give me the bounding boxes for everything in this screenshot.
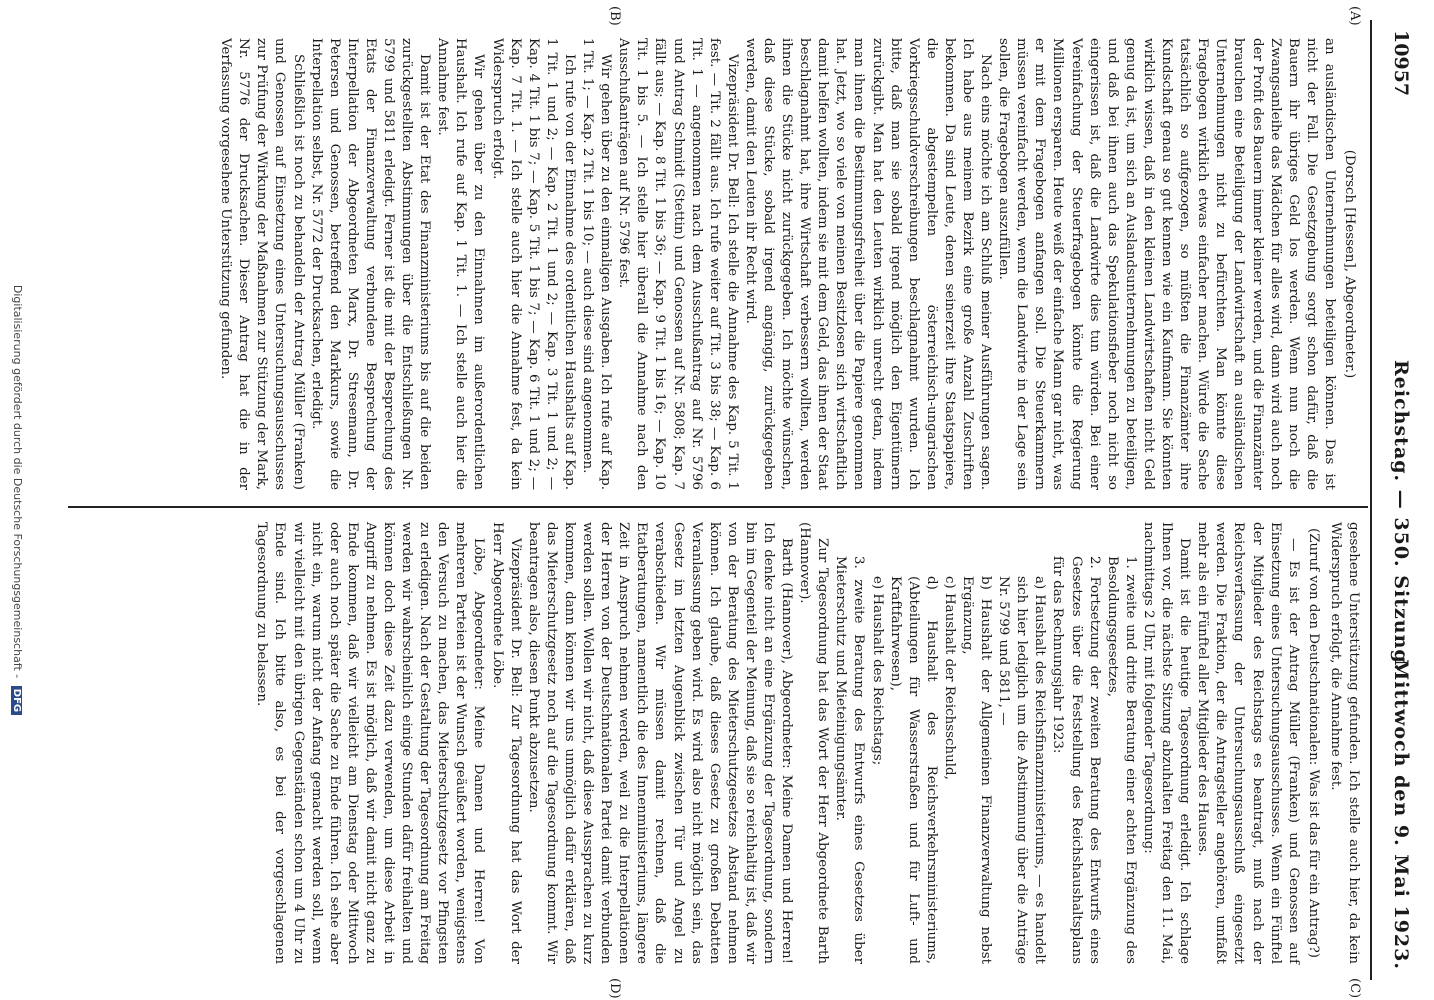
paragraph: Ich rufe von der Einnahme des ordentlichen Haushalts auf Kap. 1 Tit. 1 und 2; — Kap. 2 Tit. 1 und 2; — Kap. 3 Tit. 1 und 2; — Kap. 4 Tit. 1 bis 7; — Kap. 5 Tit. 1 bis 7; — Kap. 6 Tit. 1 und 2; — Kap. 7 Tit. 1. — Ich stelle auch hier die Annahme fest, da kein Widerspruch erfolgt. bbox=[489, 38, 577, 490]
paragraph: Damit ist die heutige Tagesordnung erledigt. Ich schlage Ihnen vor, die nächste Sitzung abzuhalten Freitag den 11. Mai, nachmittags 2 Uhr, mit folgender Tagesordnung: bbox=[1140, 522, 1193, 964]
margin-marker-b: (B) bbox=[607, 6, 622, 26]
paragraph: Zur Tagesordnung hat das Wort der Herr Abgeordnete Barth (Hannover). bbox=[797, 522, 831, 964]
paragraph: Löbe, Abgeordneter: Meine Damen und Herren! Von mehreren Parteien ist der Wunsch geäußert worden, wenigstens den Versuch zu machen, das Mieterschutzgesetz vor Pfingsten zu erledigen. Nach der Gestaltung der Tagesordnung am Freitag werden wir wahrscheinlich einige Stunden dafür freihalten und können doch diese Zeit dazu verwenden, um diese Arbeit in Angriff zu nehmen. Es ist möglich, daß wir damit nicht ganz zu Ende kommen, daß wir vielleicht am Dienstag oder Mittwoch oder auch noch später die Sache zu Ende führen. Ich sehe aber nicht ein, warum nicht der Anfang gemacht werden soll, wenn wir vielleicht mit den übrigen Gegenständen schon um 4 Uhr zu Ende sind. Ich bitte also, es bei der vorgeschlagenen Tagesordnung zu belassen. bbox=[254, 522, 487, 964]
agenda-subitem: a) Haushalt des Reichsfinanzministeriums, — es handelt sich hier lediglich um die Abstimmung über die Anträge Nr. 5799 und 5811, — bbox=[996, 576, 1048, 964]
page-number: 10957 bbox=[1390, 30, 1412, 97]
header-rule bbox=[1370, 20, 1372, 980]
paragraph: Damit ist der Etat des Finanzministeriums bis auf die beiden zurückgestellten Abstimmungen über die Entschließungen Nr. 5799 und 5811 erledigt. Ferner ist die mit der Besprechung des Etats der Finanzverwaltung verbundene Besprechung der Interpellation der Abgeordneten Marx, Dr. Stresemann, Dr. Petersen und Genossen, betreffend den Markkurs, sowie die Interpellation selbst, Nr. 5772 der Drucksachen, erledigt. bbox=[308, 38, 433, 490]
dfg-logo: DFG bbox=[11, 686, 22, 715]
header-title: Reichstag. — 350. Sitzung. bbox=[1390, 360, 1412, 672]
paragraph: Vizepräsident Dr. Bell: Zur Tagesordnung hat das Wort der Herr Abgeordnete Löbe. bbox=[489, 522, 523, 964]
agenda-subitem: d) Haushalt des Reichsverkehrsministeriums, (Abteilungen für Wasserstraßen und für Luft- und Kraftfahrwesen), bbox=[887, 576, 939, 964]
margin-marker-c: (C) bbox=[1347, 978, 1362, 999]
paragraph: Barth (Hannover), Abgeordneter: Meine Damen und Herren! Ich denke nicht an eine Ergänzung der Tagesordnung, sondern bin im Gegenteil der Meinung, daß sie so reichhaltig ist, daß wir von der Beratung des Mieterschutzgesetzes Abstand nehmen können. Ich glaube, daß dieses Gesetz zu großen Debatten Veranlassung geben wird. Es wird also nicht möglich sein, das Gesetz im letzten Augenblick zwischen Tür und Angel zu verabschieden. Wir müssen damit rechnen, daß die Etatberatungen, namentlich die des Innenministeriums, längere Zeit in Anspruch nehmen werden, weil zu die Interpellationen der Herren von der Deutschnationalen Partei damit verbunden werden sollen. Wollen wir nicht, daß diese Aussprachen zu kurz kommen, dann können wir uns unmöglich dafür erklären, daß das Mieterschutzgesetz noch auf die Tagesordnung kommt. Wir beantragen also, diesen Punkt abzusetzen. bbox=[525, 522, 795, 964]
header-date: Mittwoch den 9. Mai 1923. bbox=[1390, 659, 1412, 970]
column-rule bbox=[68, 506, 1368, 508]
right-column bbox=[252, 522, 1362, 964]
digitization-credit bbox=[4, 0, 24, 1000]
paragraph: Nach eins möchte ich am Schluß meiner Ausführungen sagen. Ich habe aus meinem Bezirk eine große Anzahl Zuschriften bekommen. Da sind Leute, denen seinerzeit ihre Staatspapiere, die abgestempelten österreichisch-ungarischen Vorkriegsschuldverschreibungen beschlagnahmt wurden. Ich bitte, daß man sie sobald irgend möglich den Eigentümern zurückgibt. Man hat den Leuten wirklich unrecht getan, indem man ihnen die Bestimmungsfreiheit über die Papiere genommen hat. Jetzt, wo so viele von meinen Besitzlosen sich wirtschaftlich damit helfen wollten, indem sie mit dem Geld, das ihnen der Staat beschlagnahmt hat, ihre Wirtschaft verbessern wollten, werden ihnen die Stücke nicht zurückgegeben. Ich möchte wünschen, daß diese Stücke, sobald irgend angängig, zurückgegeben werden, damit den Leuten ihr Recht wird. bbox=[742, 38, 994, 490]
agenda-item: 2. Fortsetzung der zweiten Beratung des Entwurfs eines Gesetzes über die Feststellung des Reichshaushaltsplans für das Rechnungsjahr 1923: bbox=[1050, 556, 1102, 964]
paragraph: — Es ist der Antrag Müller (Franken) und Genossen auf Einsetzung eines Untersuchungsausschusses. Wenn ein Fünftel der Mitglieder des Reichstags es beantragt, muß nach der Reichsverfassung der Untersuchungsausschuß eingesetzt werden. Die Fraktion, der die Antragsteller angehören, umfaßt mehr als ein Fünftel aller Mitglieder des Hauses. bbox=[1195, 522, 1301, 964]
paragraph: Schließlich ist noch zu behandeln der Antrag Müller (Franken) und Genossen auf Einsetzung eines Untersuchungsausschusses zur Prüfung der Wirkung der Maßnahmen zur Stützung der Mark, Nr. 5776 der Drucksachen. Dieser Antrag hat die in der Verfassung vorgesehene Unterstützung gefunden. bbox=[218, 38, 306, 490]
left-column bbox=[216, 38, 1362, 490]
margin-marker-d: (D) bbox=[607, 978, 622, 999]
paragraph: an ausländischen Unternehmungen beteiligen können. Das ist nicht der Fall. Die Gesetzgebung sorgt schon dafür, daß die Bauern ihr übriges Geld los werden. Wenn nun noch die Zwangsanleihe das Mädchen für alles wird, dann wird auch noch der Profit des Bauern immer kleiner werden, und die Finanzämter brauchen eine Beteiligung der Landwirtschaft an ausländischen Unternehmungen nicht zu befürchten. Man könnte diese Fragebogen wirklich etwas einfacher machen. Würde die Sache tatsächlich so aufgezogen, so müßten die Finanzämter ihre Kundschaft genau so gut kennen wie ein Kaufmann. Sie könnten wirklich wissen, daß in den kleinen Landwirtschaften nicht Geld genug da ist, um sich an Auslandsunternehmungen zu beteiligen, und daß bei ihnen auch das Spekulationsfieber noch nicht so eingerissen ist, daß die Landwirte dies tun würden. Bei einer Vereinfachung der Steuerfragebogen könnte die Regierung Millionen ersparen. Heute weiß der einfache Mann gar nicht, was er mit dem Fragebogen anfangen soll. Die Steuerkammern müssen vereinfacht werden, wenn die Landwirte in der Lage sein sollen, die Fragebogen auszufüllen. bbox=[996, 38, 1337, 490]
agenda-subitem: b) Haushalt der Allgemeinen Finanzverwaltung nebst Ergänzung, bbox=[960, 576, 994, 964]
agenda-subitem: e) Haushalt des Reichstags; bbox=[869, 576, 885, 766]
agenda-subitem: c) Haushalt der Reichsschuld, bbox=[941, 576, 957, 780]
speaker-note: (Dorsch [Hessen], Abgeordneter.) bbox=[1342, 149, 1357, 379]
paragraph: Wir gehen über zu den Einnahmen im außerordentlichen Haushalt. Ich rufe auf Kap. 1 Tit. 1. — Ich stelle auch hier die Annahme fest. bbox=[435, 38, 487, 490]
paragraph: gesehene Unterstützung gefunden. Ich stelle auch hier, da kein Widerspruch erfolgt, die Annahme fest. bbox=[1327, 522, 1361, 964]
agenda-item: 3. zweite Beratung des Entwurfs eines Gesetzes über Mieterschutz und Mieteinigungsämter. bbox=[833, 556, 867, 964]
page-header bbox=[1382, 30, 1412, 970]
agenda-item: 1. zweite und dritte Beratung einer achten Ergänzung des Besoldungsgesetzes, bbox=[1104, 556, 1138, 964]
paragraph: Vizepräsident Dr. Bell: Ich stelle die Annahme des Kap. 5 Tit. 1 fest. — Tit. 2 fällt aus. Ich rufe weiter auf Tit. 3 bis 38; — Kap. 6 Tit. 1 — angenommen nach dem Ausschußantrag auf Nr. 5796 und Antrag Schmidt (Stettin) und Genossen auf Nr. 5808; Kap. 7 fällt aus; — Kap. 8 Tit. 1 bis 36; — Kap. 9 Tit. 1 bis 16; — Kap. 10 Tit. 1 bis 5. — Ich stelle hier überall die Annahme nach den Ausschußanträgen auf Nr. 5796 fest. bbox=[616, 38, 740, 490]
margin-marker-a: (A) bbox=[1347, 6, 1362, 26]
paragraph: Wir gehen über zu den einmaligen Ausgaben. Ich rufe auf Kap. 1 Tit. 1; — Kap. 2 Tit. 1 bis 10; — auch diese sind angenommen. bbox=[580, 38, 614, 490]
credit-text: Digitalisierung gefördert durch die Deutsche Forschungsgemeinschaft - bbox=[11, 284, 24, 679]
interjection: (Zuruf von den Deutschnationalen: Was ist das für ein Antrag?) bbox=[1305, 527, 1321, 959]
